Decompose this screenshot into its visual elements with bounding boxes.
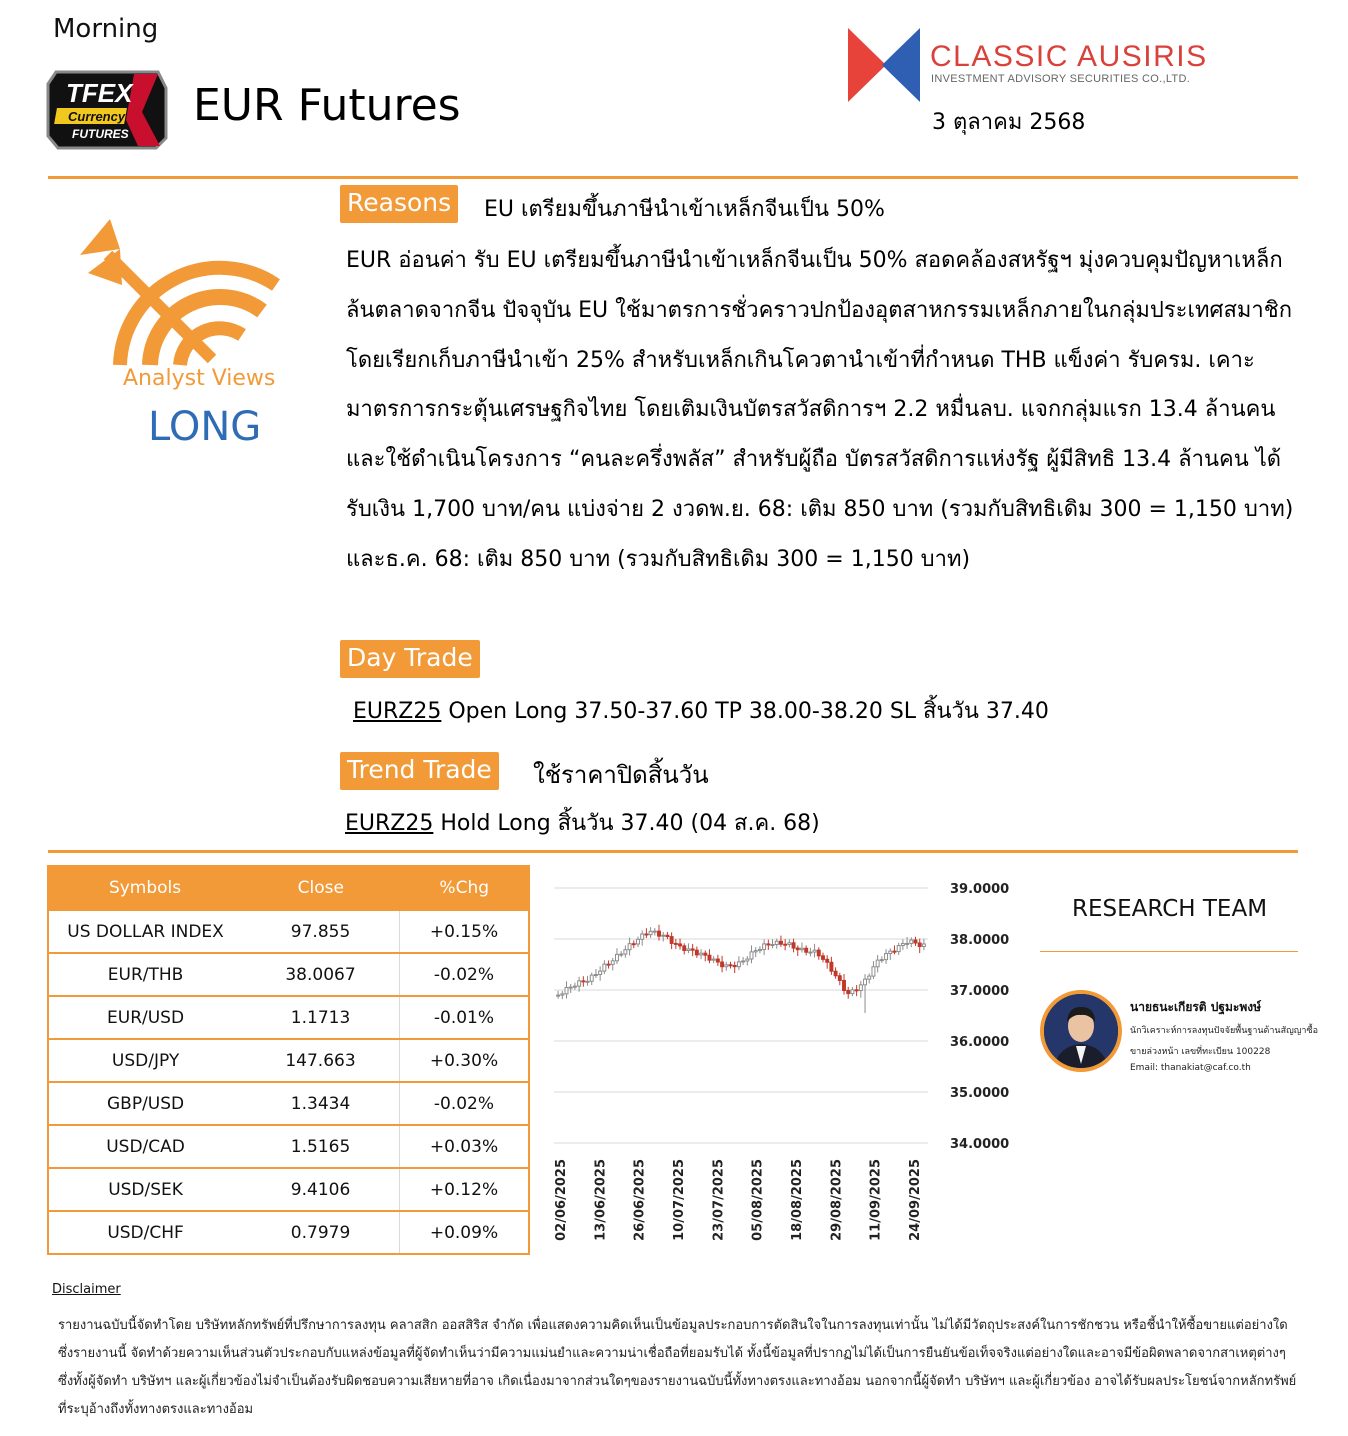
chg-cell: -0.02%: [399, 953, 529, 996]
candle-body: [662, 935, 665, 936]
candle-body: [569, 987, 572, 988]
tfex-logo-text: TFEX: [66, 78, 133, 108]
chg-cell: +0.09%: [399, 1211, 529, 1254]
close-cell: 1.5165: [242, 1125, 399, 1168]
candle-body: [586, 981, 589, 982]
target-arrow-icon: [80, 215, 292, 375]
x-tick-label: 11/09/2025: [868, 1159, 884, 1241]
analyst-license: ขายล่วงหน้า เลขที่ทะเบียน 100228: [1130, 1047, 1271, 1057]
header-divider: [48, 176, 1298, 179]
candle-body: [817, 950, 820, 956]
close-cell: 1.1713: [242, 996, 399, 1039]
candle-body: [796, 948, 799, 950]
candle-body: [868, 976, 871, 979]
currency-logo-text: Currency: [68, 109, 126, 124]
close-cell: 1.3434: [242, 1082, 399, 1125]
candle-body: [822, 956, 825, 960]
candle-body: [851, 990, 854, 994]
chg-cell: +0.03%: [399, 1125, 529, 1168]
candle-body: [695, 950, 698, 955]
x-tick-label: 10/07/2025: [672, 1159, 687, 1241]
close-cell: 97.855: [242, 910, 399, 953]
symbol-cell: US DOLLAR INDEX: [48, 910, 242, 953]
candle-body: [876, 960, 879, 967]
chg-cell: +0.30%: [399, 1039, 529, 1082]
candle-body: [758, 949, 761, 950]
table-row: [48, 1039, 529, 1082]
trend-trade-text: Hold Long สิ้นวัน 37.40 (04 ส.ค. 68): [433, 811, 820, 836]
candle-body: [830, 962, 833, 971]
candle-body: [683, 946, 686, 951]
tfex-currency-futures-logo: [46, 68, 168, 152]
table-row: [48, 953, 529, 996]
analyst-avatar: [1040, 990, 1122, 1072]
x-tick-label: 18/08/2025: [790, 1159, 805, 1241]
candle-body: [725, 965, 728, 967]
x-tick-label: 24/09/2025: [908, 1159, 923, 1241]
x-tick-label: 02/06/2025: [554, 1159, 569, 1241]
x-tick-label: 13/06/2025: [593, 1159, 609, 1241]
candle-body: [716, 959, 719, 962]
candle-body: [557, 995, 560, 996]
candle-body: [700, 953, 703, 955]
candle-body: [645, 934, 648, 935]
candle-body: [855, 990, 858, 991]
candle-body: [658, 931, 661, 936]
table-row: [48, 1168, 529, 1211]
candle-body: [843, 980, 846, 990]
table-row: [48, 1125, 529, 1168]
y-tick-label: 37.0000: [950, 984, 1010, 999]
candle-body: [864, 979, 867, 985]
chg-cell: -0.01%: [399, 996, 529, 1039]
chart-grid: [554, 888, 928, 1143]
candle-body: [885, 954, 888, 960]
section-divider: [48, 850, 1298, 853]
candle-body: [754, 951, 757, 952]
candle-body: [641, 934, 644, 939]
chg-cell: -0.02%: [399, 1082, 529, 1125]
table-row: [48, 1211, 529, 1254]
table-row: [48, 996, 529, 1039]
candle-body: [679, 944, 682, 946]
chart-x-axis: [554, 1159, 923, 1241]
day-trade-tag: Day Trade: [340, 640, 480, 678]
candle-body: [615, 954, 618, 960]
candle-body: [653, 931, 656, 932]
candle-body: [620, 954, 623, 955]
candle-body: [893, 951, 896, 952]
y-tick-label: 34.0000: [950, 1137, 1010, 1152]
candle-body: [737, 962, 740, 967]
trend-trade-recommendation: [345, 805, 820, 840]
x-tick-label: 26/06/2025: [632, 1159, 648, 1241]
candle-body: [889, 951, 892, 953]
candle-body: [880, 960, 883, 961]
close-cell: 38.0067: [242, 953, 399, 996]
eur-price-chart: [540, 868, 1020, 1258]
candle-body: [838, 976, 841, 981]
candle-body: [742, 961, 745, 962]
candle-body: [729, 965, 732, 966]
candle-body: [624, 950, 627, 954]
reasons-headline: EU เตรียมขึ้นภาษีนำเข้าเหล็กจีนเป็น 50%: [484, 197, 885, 222]
market-quotes-table: [47, 865, 530, 1255]
symbol-cell: USD/JPY: [48, 1039, 242, 1082]
candle-body: [565, 987, 568, 993]
column-header-symbols: Symbols: [48, 866, 242, 910]
candle-body: [628, 944, 631, 950]
candle-body: [670, 937, 673, 944]
candle-body: [573, 986, 576, 987]
analyst-role: นักวิเคราะห์การลงทุนปัจจัยพื้นฐานด้านสัญญาซื้อ: [1130, 1026, 1318, 1036]
classic-ausiris-logo: [848, 28, 920, 102]
chart-candles: [557, 925, 926, 1013]
research-team-title: RESEARCH TEAM: [1072, 896, 1268, 922]
disclaimer-body: รายงานฉบับนี้จัดทำโดย บริษัทหลักทรัพย์ที่ปรึกษาการลงทุน คลาสสิก ออสสิริส จำกัด เพื่อแสดงความคิดเห็นเป็นข้อมูลประกอบการตัดสินใจในการลงทุนเท่านั้น ไม่ได้มีวัตถุประสงค์ในการชักชวน หรือชี้นำให้ซื้อขายแต่อย่างใด ซึ่งรายงานนี้ จัดทำด้วยความเห็นส่วนตัวประกอบกับแหล่งข้อมูลที่ผู้จัดทำเห็นว่ามีความแม่นยำและความน่าเชื่อถือที่ยอมรับได้ ทั้งนี้ข้อมูลที่ปรากฏไม่ได้เป็นการยืนยันข้อเท็จจริงแต่อย่างใดและอาจมีข้อผิดพลาดจากสาเหตุต่างๆ ซึ่งทั้งผู้จัดทำ บริษัทฯ และผู้เกี่ยวข้องไม่จำเป็นต้องรับผิดชอบความเสียหายที่อาจ เกิดเนื่องมาจากส่วนใดๆของรายงานฉบับนี้ทั้งทางตรงและทางอ้อม นอกจากนี้ผู้จัดทำ บริษัทฯ และผู้เกี่ยวข้อง อาจได้รับผลประโยชน์จากหลักทรัพย์ที่ระบุอ้างถึงทั้งทางตรงและทางอ้อม: [58, 1318, 1297, 1417]
candle-body: [918, 943, 921, 947]
close-cell: 9.4106: [242, 1168, 399, 1211]
futures-logo-text: FUTURES: [72, 127, 129, 141]
analyst-email: Email: thanakiat@caf.co.th: [1130, 1063, 1251, 1073]
x-tick-label: 23/07/2025: [711, 1159, 727, 1241]
candle-body: [767, 944, 770, 945]
table-header-row: [48, 866, 529, 910]
candle-body: [721, 962, 724, 967]
candle-body: [637, 939, 640, 944]
symbol-cell: USD/SEK: [48, 1168, 242, 1211]
y-tick-label: 39.0000: [950, 882, 1010, 897]
candle-body: [805, 948, 808, 952]
chg-cell: +0.15%: [399, 910, 529, 953]
candle-body: [914, 940, 917, 943]
candle-body: [826, 959, 829, 962]
symbol-cell: USD/CHF: [48, 1211, 242, 1254]
candle-body: [578, 981, 581, 986]
chg-cell: +0.12%: [399, 1168, 529, 1211]
candle-body: [775, 941, 778, 944]
candle-body: [859, 985, 862, 991]
candle-body: [906, 943, 909, 944]
x-tick-label: 05/08/2025: [750, 1159, 766, 1241]
page-title: EUR Futures: [193, 80, 461, 131]
candle-body: [800, 948, 803, 949]
candle-body: [788, 943, 791, 945]
candle-body: [674, 943, 677, 944]
symbol-cell: USD/CAD: [48, 1125, 242, 1168]
candle-body: [687, 949, 690, 951]
y-tick-label: 35.0000: [950, 1086, 1010, 1101]
close-cell: 147.663: [242, 1039, 399, 1082]
candle-body: [611, 961, 614, 965]
candle-body: [813, 950, 816, 952]
candle-body: [594, 975, 597, 976]
candle-body: [809, 952, 812, 953]
symbol-cell: GBP/USD: [48, 1082, 242, 1125]
symbol-cell: EUR/USD: [48, 996, 242, 1039]
candle-body: [901, 944, 904, 946]
candle-body: [746, 959, 749, 961]
y-tick-label: 36.0000: [950, 1035, 1010, 1050]
candle-body: [561, 994, 564, 995]
disclaimer-title: Disclaimer: [52, 1282, 121, 1297]
candle-body: [590, 975, 593, 981]
person-icon: [1044, 994, 1118, 1068]
candle-body: [771, 944, 774, 945]
candle-body: [733, 965, 736, 966]
candle-body: [750, 952, 753, 959]
trend-trade-symbol: EURZ25: [345, 811, 434, 836]
candle-body: [666, 935, 669, 936]
candle-body: [763, 944, 766, 950]
table-row: [48, 910, 529, 953]
trend-trade-tag: Trend Trade: [340, 752, 499, 790]
candle-body: [704, 953, 707, 955]
table-row: [48, 1082, 529, 1125]
candle-body: [910, 940, 913, 943]
brand-subtitle: INVESTMENT ADVISORY SECURITIES CO.,LTD.: [931, 73, 1191, 85]
chart-y-axis: [950, 882, 1009, 1152]
candle-body: [708, 955, 711, 960]
day-trade-recommendation: [353, 693, 1049, 728]
column-header-chg: %Chg: [399, 866, 529, 910]
candle-body: [582, 981, 585, 982]
reasons-body: EUR อ่อนค่า รับ EU เตรียมขึ้นภาษีนำเข้าเหล็กจีนเป็น 50% สอดคล้องสหรัฐฯ มุ่งควบคุมปัญหาเหล็กล้นตลาดจากจีน ปัจจุบัน EU ใช้มาตรการชั่วคราวปกป้องอุตสาหกรรมเหล็กภายในกลุ่มประเทศสมาชิก โดยเรียกเก็บภาษีนำเข้า 25% สำหรับเหล็กเกินโควตานำเข้าที่กำหนด THB แข็งค่า รับครม. เคาะมาตรการกระตุ้นเศรษฐกิจไทย โดยเติมเงินบัตรสวัสดิการฯ 2.2 หมื่นลบ. แจกกลุ่มแรก 13.4 ล้านคน และใช้ดำเนินโครงการ “คนละครึ่งพลัส” สำหรับผู้ถือ บัตรสวัสดิการแห่งรัฐ ผู้มีสิทธิ 13.4 ล้านคน ได้รับเงิน 1,700 บาท/คน แบ่งจ่าย 2 งวดพ.ย. 68: เติม 850 บาท (รวมกับสิทธิเดิม 300 = 1,150 บาท) และธ.ค. 68: เติม 850 บาท (รวมกับสิทธิเดิม 300 = 1,150 บาท): [346, 248, 1294, 572]
report-session-label: Morning: [53, 14, 159, 44]
brand-name: CLASSIC AUSIRIS: [930, 40, 1208, 73]
analyst-name: นายธนะเกียรติ ปฐมะพงษ์: [1130, 1000, 1262, 1014]
candle-body: [603, 964, 606, 971]
report-date: 3 ตุลาคม 2568: [932, 110, 1086, 135]
candle-body: [607, 964, 610, 965]
symbol-cell: EUR/THB: [48, 953, 242, 996]
candle-body: [922, 944, 925, 947]
candle-body: [792, 943, 795, 948]
candle-body: [847, 990, 850, 993]
candle-body: [632, 944, 635, 945]
candle-body: [872, 967, 875, 976]
candle-body: [599, 971, 602, 974]
analyst-views-label: Analyst Views: [123, 366, 276, 391]
x-tick-label: 29/08/2025: [829, 1159, 845, 1241]
research-team-divider: [1040, 951, 1298, 952]
close-cell: 0.7979: [242, 1211, 399, 1254]
candle-body: [712, 959, 715, 960]
candle-body: [779, 941, 782, 944]
candle-body: [649, 931, 652, 934]
y-tick-label: 38.0000: [950, 933, 1010, 948]
candle-body: [897, 946, 900, 952]
candle-body: [834, 971, 837, 976]
day-trade-symbol: EURZ25: [353, 699, 442, 724]
reasons-tag: Reasons: [340, 185, 458, 223]
candle-body: [784, 944, 787, 945]
candle-body: [691, 949, 694, 950]
column-header-close: Close: [242, 866, 399, 910]
analyst-view-position: LONG: [148, 404, 262, 450]
day-trade-text: Open Long 37.50-37.60 TP 38.00-38.20 SL สิ้นวัน 37.40: [441, 699, 1049, 724]
trend-trade-note: ใช้ราคาปิดสิ้นวัน: [533, 761, 709, 789]
